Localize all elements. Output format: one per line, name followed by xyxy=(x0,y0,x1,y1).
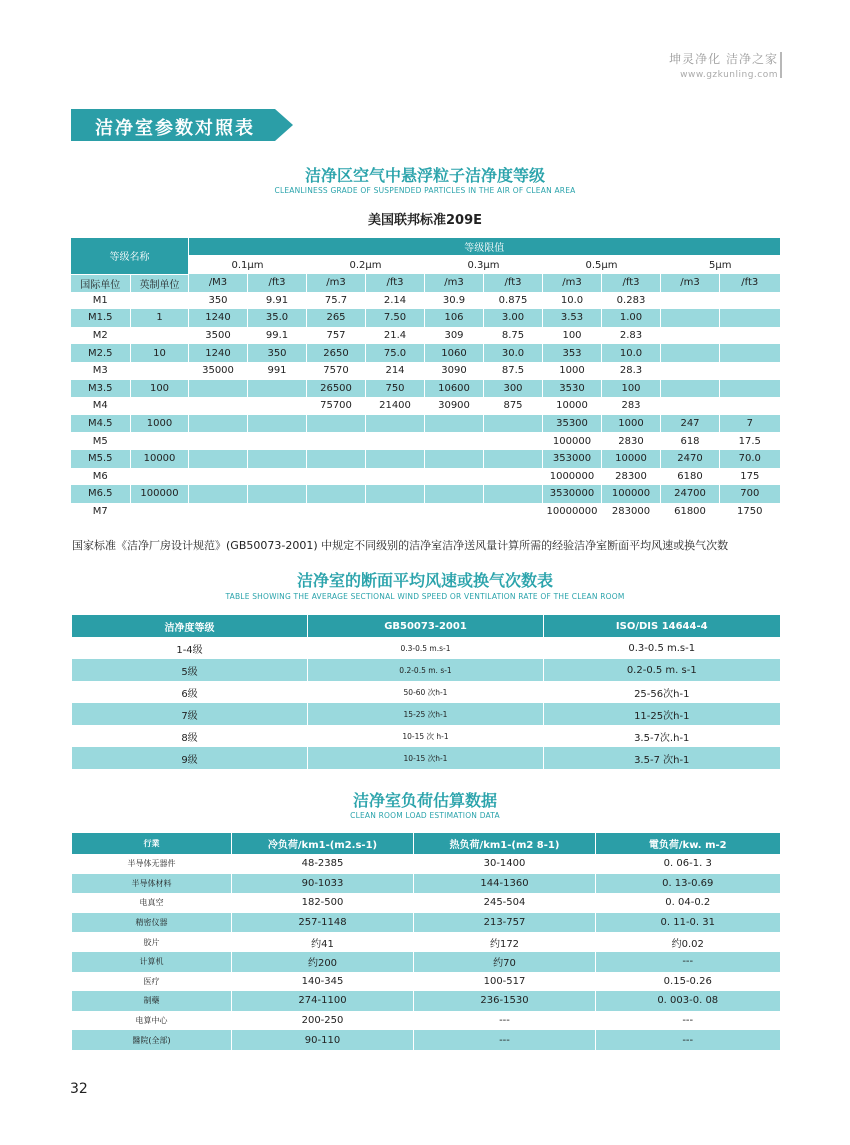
table-cell: 约41 xyxy=(232,932,414,952)
table-cell: --- xyxy=(414,1030,596,1050)
table-cell: 0.875 xyxy=(484,292,543,310)
table-row xyxy=(71,503,780,521)
section3-title: 洁净室负荷估算数据 xyxy=(352,791,497,810)
table-cell xyxy=(131,432,189,450)
table-cell: M2 xyxy=(92,330,108,342)
table-cell: M6.5 xyxy=(71,485,131,503)
table-row xyxy=(71,450,780,468)
table-row xyxy=(72,703,780,725)
table-cell: 300 xyxy=(484,380,543,398)
table-cell xyxy=(248,415,307,433)
table-row xyxy=(72,972,780,992)
table-cell xyxy=(307,415,366,433)
table-row xyxy=(71,432,780,450)
table-cell: 757 xyxy=(307,327,366,345)
table-cell: 213-757 xyxy=(414,913,596,933)
table2-header: ISO/DIS 14644-4 xyxy=(544,615,780,637)
table-cell xyxy=(189,380,248,398)
table-row xyxy=(72,637,780,659)
table-cell xyxy=(720,380,780,398)
table-cell: 309 xyxy=(425,327,484,345)
table3-header: 热负荷/km1-(m2 8-1) xyxy=(414,833,596,854)
unit-header: /M3 xyxy=(189,274,248,292)
table-cell: 30.9 xyxy=(425,292,484,310)
table-cell xyxy=(484,503,543,521)
table-cell: 30.0 xyxy=(484,344,543,362)
table-cell: 医疗 xyxy=(72,972,232,992)
table-cell: 200-250 xyxy=(232,1011,414,1031)
table-cell: 618 xyxy=(661,432,720,450)
table-cell: 3530000 xyxy=(543,485,602,503)
table-cell: M5 xyxy=(92,435,108,447)
table-cell: 6180 xyxy=(661,468,720,486)
table-cell: M7 xyxy=(92,506,108,518)
table-cell: M1.5 xyxy=(71,309,131,327)
table-row xyxy=(72,913,780,933)
table-cell: 0.283 xyxy=(602,292,661,310)
table-cell: 10.0 xyxy=(602,344,661,362)
unit-header: /ft3 xyxy=(248,274,307,292)
table-row xyxy=(72,932,780,952)
table-cell: 约70 xyxy=(414,952,596,972)
size-header: 0.3μm xyxy=(425,256,543,274)
table-cell: 2470 xyxy=(661,450,720,468)
table-cell xyxy=(189,468,248,486)
table-cell: 3500 xyxy=(189,327,248,345)
table-row xyxy=(72,1030,780,1050)
table-cell xyxy=(189,485,248,503)
table-cell xyxy=(661,327,720,345)
table-cell: 5级 xyxy=(72,659,308,681)
table-cell xyxy=(425,503,484,521)
table-cell: 3.00 xyxy=(484,309,543,327)
section2-title: 洁净室的断面平均风速或换气次数表 xyxy=(296,571,553,590)
table-cell: 电真空 xyxy=(72,893,232,913)
grade-name-header: 等级名称 xyxy=(71,238,189,274)
table-cell: 7级 xyxy=(72,703,308,725)
section2-subtitle: TABLE SHOWING THE AVERAGE SECTIONAL WIND SPEED OR VENTILATION RATE OF THE CLEAN ROOM xyxy=(225,592,625,601)
table-cell: 175 xyxy=(720,468,780,486)
table-cell: 0. 13-0.69 xyxy=(596,874,780,894)
table-cell: M1 xyxy=(92,294,108,306)
table-cell: 2.83 xyxy=(602,327,661,345)
table-cell: 2650 xyxy=(307,344,366,362)
table-cell: 257-1148 xyxy=(232,913,414,933)
table-row xyxy=(72,991,780,1011)
table2-header: 洁净度等级 xyxy=(72,615,308,637)
table-cell: 3.5-7 次h-1 xyxy=(544,747,780,769)
table-cell: M2.5 xyxy=(71,344,131,362)
table-cell: 1240 xyxy=(189,344,248,362)
table-cell: 0. 06-1. 3 xyxy=(596,854,780,874)
table-cell: 182-500 xyxy=(232,893,414,913)
brand-header xyxy=(669,50,778,80)
table3-header: 冷负荷/km1-(m2.s-1) xyxy=(232,833,414,854)
table-cell: 26500 xyxy=(307,380,366,398)
table-cell xyxy=(131,503,189,521)
table-row xyxy=(71,415,780,433)
table-cell xyxy=(484,415,543,433)
table-cell xyxy=(661,309,720,327)
table-cell: 100 xyxy=(543,327,602,345)
table-cell: 3530 xyxy=(543,380,602,398)
banner-title: 洁净室参数对照表 xyxy=(95,118,255,139)
load-estimation-table xyxy=(71,833,780,1050)
table-cell xyxy=(189,432,248,450)
cleanliness-grade-table xyxy=(70,238,780,520)
table-cell: 350 xyxy=(248,344,307,362)
table-cell: 10 xyxy=(131,344,189,362)
table-cell: --- xyxy=(596,952,780,972)
table-cell xyxy=(661,362,720,380)
table-cell xyxy=(484,485,543,503)
section1-title: 洁净区空气中悬浮粒子洁净度等级 xyxy=(304,166,545,185)
brand-name: 坤灵净化 洁净之家 xyxy=(669,52,778,66)
table-cell: 10-15 次 h-1 xyxy=(308,725,544,747)
table-cell xyxy=(484,468,543,486)
table-cell xyxy=(366,503,425,521)
table-cell: 25-56次h-1 xyxy=(544,681,780,703)
table-cell xyxy=(248,485,307,503)
table-row xyxy=(72,952,780,972)
table-cell: 1.00 xyxy=(602,309,661,327)
table3-header: 行業 xyxy=(72,833,232,854)
table-cell: 283000 xyxy=(602,503,661,521)
table-cell xyxy=(425,450,484,468)
size-header: 0.1μm xyxy=(189,256,307,274)
table-cell: 9级 xyxy=(72,747,308,769)
table-cell xyxy=(366,415,425,433)
size-header: 0.2μm xyxy=(307,256,425,274)
table-cell: 35300 xyxy=(543,415,602,433)
table-cell: M4 xyxy=(92,400,108,412)
table-row xyxy=(72,681,780,703)
table-cell xyxy=(248,468,307,486)
table-cell: 265 xyxy=(307,309,366,327)
table-cell: 1000 xyxy=(131,415,189,433)
table-cell xyxy=(720,309,780,327)
table-cell: 100-517 xyxy=(414,972,596,992)
table-cell: M3 xyxy=(92,365,108,377)
table-cell: 3.5-7次.h-1 xyxy=(544,725,780,747)
table-cell xyxy=(720,292,780,310)
table-cell: 75700 xyxy=(307,397,366,415)
table3-header: 電负荷/kw. m-2 xyxy=(596,833,780,854)
unit-header: /ft3 xyxy=(602,274,661,292)
table-cell: 半导体材料 xyxy=(72,874,232,894)
table-cell: 140-345 xyxy=(232,972,414,992)
table-row xyxy=(71,344,780,362)
table-cell: 90-110 xyxy=(232,1030,414,1050)
table-cell: 1000 xyxy=(543,362,602,380)
table-row xyxy=(71,380,780,398)
table-cell: 1060 xyxy=(425,344,484,362)
table-cell: 991 xyxy=(248,362,307,380)
table-row xyxy=(71,485,780,503)
table-cell: 电算中心 xyxy=(72,1011,232,1031)
table-cell: 0.15-0.26 xyxy=(596,972,780,992)
table-cell xyxy=(248,503,307,521)
unit-header: /m3 xyxy=(543,274,602,292)
brand-url: www.gzkunling.com xyxy=(680,70,778,80)
table-cell: 75.0 xyxy=(366,344,425,362)
table-cell: 24700 xyxy=(661,485,720,503)
table-cell: 700 xyxy=(720,485,780,503)
table-cell: 10000000 xyxy=(543,503,602,521)
table-cell: 胶片 xyxy=(72,932,232,952)
table-row xyxy=(71,468,780,486)
table-cell: 9.91 xyxy=(248,292,307,310)
size-header: 0.5μm xyxy=(543,256,661,274)
table-row xyxy=(71,397,780,415)
table-cell xyxy=(248,397,307,415)
table-cell: 90-1033 xyxy=(232,874,414,894)
table-cell: 99.1 xyxy=(248,327,307,345)
table-cell xyxy=(366,468,425,486)
table-cell: 0.2-0.5 m. s-1 xyxy=(308,659,544,681)
table-cell: 1000000 xyxy=(543,468,602,486)
section1-subtitle: CLEANLINESS GRADE OF SUSPENDED PARTICLES IN THE AIR OF CLEAN AREA xyxy=(274,186,576,195)
table-cell: 30900 xyxy=(425,397,484,415)
table-cell: 8级 xyxy=(72,725,308,747)
unit-header: /m3 xyxy=(661,274,720,292)
table-row xyxy=(71,309,780,327)
unit-header: /m3 xyxy=(425,274,484,292)
table-cell: --- xyxy=(414,1011,596,1031)
table-cell: 70.0 xyxy=(720,450,780,468)
table-cell xyxy=(425,468,484,486)
table-cell: 7570 xyxy=(307,362,366,380)
unit-header: /ft3 xyxy=(484,274,543,292)
table-cell: 30-1400 xyxy=(414,854,596,874)
table-cell: 10-15 次h-1 xyxy=(308,747,544,769)
unit-header: /m3 xyxy=(307,274,366,292)
table-cell xyxy=(661,292,720,310)
table-cell: 约172 xyxy=(414,932,596,952)
table-cell xyxy=(307,485,366,503)
table-cell: 0.2-0.5 m. s-1 xyxy=(544,659,780,681)
table-cell: 0.3-0.5 m.s-1 xyxy=(544,637,780,659)
table-cell: 约200 xyxy=(232,952,414,972)
table-cell: 10000 xyxy=(131,450,189,468)
table-cell: 8.75 xyxy=(484,327,543,345)
table-cell xyxy=(248,432,307,450)
table-cell xyxy=(720,344,780,362)
table-row xyxy=(72,1011,780,1031)
table-cell: 7 xyxy=(720,415,780,433)
table-cell xyxy=(131,362,189,380)
table-cell: 7.50 xyxy=(366,309,425,327)
table-cell xyxy=(661,397,720,415)
table-row xyxy=(72,659,780,681)
table-cell: 274-1100 xyxy=(232,991,414,1011)
table-cell: 10000 xyxy=(543,397,602,415)
table-cell: 1 xyxy=(131,309,189,327)
table-cell xyxy=(720,327,780,345)
table-cell: 214 xyxy=(366,362,425,380)
table-cell xyxy=(720,362,780,380)
table-cell: --- xyxy=(596,1030,780,1050)
unit-header: /ft3 xyxy=(366,274,425,292)
table-cell xyxy=(307,468,366,486)
table-cell: 1000 xyxy=(602,415,661,433)
table-cell xyxy=(189,397,248,415)
col-imp-header: 英制单位 xyxy=(131,274,189,292)
table-cell: 1750 xyxy=(720,503,780,521)
table-cell xyxy=(131,327,189,345)
table-cell: 353 xyxy=(543,344,602,362)
table-cell: 10.0 xyxy=(543,292,602,310)
table-cell xyxy=(425,415,484,433)
table-cell: 236-1530 xyxy=(414,991,596,1011)
table-cell: 100000 xyxy=(602,485,661,503)
table-cell: 半导体无器件 xyxy=(72,854,232,874)
table-cell xyxy=(248,450,307,468)
table-row xyxy=(72,874,780,894)
table-row xyxy=(71,362,780,380)
table-cell xyxy=(366,450,425,468)
table-cell: 50-60 次h-1 xyxy=(308,681,544,703)
table-cell: 100000 xyxy=(131,485,189,503)
table-cell: 17.5 xyxy=(720,432,780,450)
table-cell: M3.5 xyxy=(71,380,131,398)
table-cell: 283 xyxy=(602,397,661,415)
table-cell xyxy=(307,503,366,521)
table-cell: 35.0 xyxy=(248,309,307,327)
table-cell: 144-1360 xyxy=(414,874,596,894)
table-cell: 35000 xyxy=(189,362,248,380)
table-cell xyxy=(189,415,248,433)
table-cell: 247 xyxy=(661,415,720,433)
air-velocity-table xyxy=(71,615,780,769)
table-cell: 3090 xyxy=(425,362,484,380)
table-cell xyxy=(307,450,366,468)
section3-subtitle: CLEAN ROOM LOAD ESTIMATION DATA xyxy=(350,811,500,820)
table-cell xyxy=(307,432,366,450)
section1-standard: 美国联邦标准209E xyxy=(367,213,483,228)
table-cell: 精密仪器 xyxy=(72,913,232,933)
unit-header: /ft3 xyxy=(720,274,780,292)
table-cell xyxy=(131,292,189,310)
table-cell: 3.53 xyxy=(543,309,602,327)
table-cell: 0. 003-0. 08 xyxy=(596,991,780,1011)
table-cell: 10600 xyxy=(425,380,484,398)
table-cell xyxy=(366,485,425,503)
table-cell: 100 xyxy=(131,380,189,398)
table-cell: 28300 xyxy=(602,468,661,486)
table-cell: 2830 xyxy=(602,432,661,450)
standard-note: 国家标准《洁净厂房设计规范》(GB50073-2001) 中规定不同级别的洁净室洁净送风量计算所需的经验洁净室断面平均风速或换气次数 xyxy=(72,539,729,552)
table-cell: 100000 xyxy=(543,432,602,450)
table-cell xyxy=(661,380,720,398)
table-cell: 106 xyxy=(425,309,484,327)
brand-divider xyxy=(780,52,782,78)
table-cell: --- xyxy=(596,1011,780,1031)
table-row xyxy=(72,747,780,769)
table-cell: 21.4 xyxy=(366,327,425,345)
table-cell: 353000 xyxy=(543,450,602,468)
table-cell: 245-504 xyxy=(414,893,596,913)
table-cell xyxy=(661,344,720,362)
table-cell xyxy=(425,485,484,503)
table-cell: 28.3 xyxy=(602,362,661,380)
table-cell: 0. 04-0.2 xyxy=(596,893,780,913)
table-cell: 61800 xyxy=(661,503,720,521)
table-cell: 1240 xyxy=(189,309,248,327)
page-number: 32 xyxy=(70,1081,88,1097)
table-cell: 计算机 xyxy=(72,952,232,972)
table-cell: 6级 xyxy=(72,681,308,703)
table-cell: 15-25 次h-1 xyxy=(308,703,544,725)
table2-header: GB50073-2001 xyxy=(308,615,544,637)
table-row xyxy=(72,893,780,913)
table-cell xyxy=(131,397,189,415)
table-cell: 2.14 xyxy=(366,292,425,310)
table-cell: 醫院(全部) xyxy=(72,1030,232,1050)
table-cell: 1-4级 xyxy=(72,637,308,659)
table-cell xyxy=(131,468,189,486)
table-cell: 48-2385 xyxy=(232,854,414,874)
table-cell: 350 xyxy=(189,292,248,310)
page-banner xyxy=(71,109,293,141)
table-cell: 75.7 xyxy=(307,292,366,310)
table-cell: 100 xyxy=(602,380,661,398)
table-row xyxy=(72,854,780,874)
table-cell xyxy=(425,432,484,450)
table-cell: M6 xyxy=(92,470,108,482)
table-cell: M5.5 xyxy=(71,450,131,468)
table-cell: 约0.02 xyxy=(596,932,780,952)
table-cell: 0. 11-0. 31 xyxy=(596,913,780,933)
table-cell: 750 xyxy=(366,380,425,398)
table-row xyxy=(72,725,780,747)
size-header: 5μm xyxy=(661,256,780,274)
table-cell: 0.3-0.5 m.s-1 xyxy=(308,637,544,659)
table-cell xyxy=(720,397,780,415)
table-row xyxy=(71,327,780,345)
table-cell: 21400 xyxy=(366,397,425,415)
col-intl-header: 国际单位 xyxy=(71,274,131,292)
table-cell: M4.5 xyxy=(71,415,131,433)
table-cell xyxy=(484,432,543,450)
table-cell xyxy=(484,450,543,468)
table-cell: 87.5 xyxy=(484,362,543,380)
table-row xyxy=(71,292,780,310)
table-cell xyxy=(189,503,248,521)
table-cell xyxy=(248,380,307,398)
table-cell xyxy=(366,432,425,450)
grade-limit-header: 等级限值 xyxy=(189,238,780,256)
table-cell: 10000 xyxy=(602,450,661,468)
table-cell: 制藥 xyxy=(72,991,232,1011)
table-cell: 11-25次h-1 xyxy=(544,703,780,725)
table-cell xyxy=(189,450,248,468)
table-cell: 875 xyxy=(484,397,543,415)
